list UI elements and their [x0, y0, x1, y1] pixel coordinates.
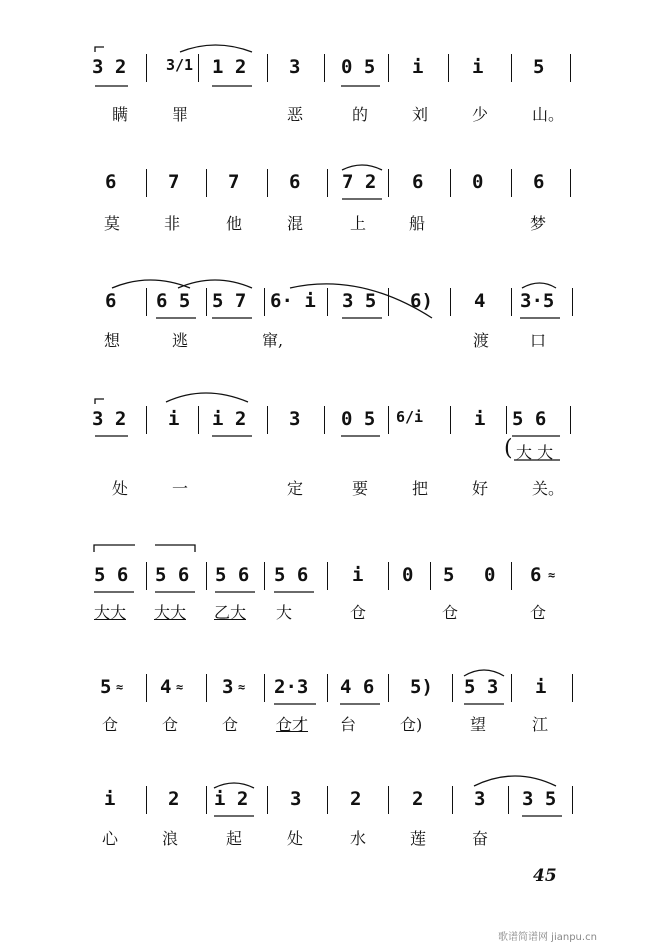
- bar-line: [324, 54, 325, 82]
- lyric: 处: [112, 479, 129, 498]
- bar-line: [511, 169, 512, 197]
- note: 3: [290, 788, 302, 810]
- lyric: 大大: [154, 603, 187, 622]
- percussion-text: 大 大: [516, 443, 554, 462]
- note: 4 6: [340, 676, 375, 698]
- lyrics-row: [0, 600, 661, 626]
- bar-line: [327, 288, 328, 316]
- lyric: 处: [287, 829, 304, 848]
- lyric: 江: [532, 715, 549, 734]
- note: 3: [474, 788, 486, 810]
- note: i 2: [214, 788, 249, 810]
- note: 3: [289, 56, 301, 78]
- note: 2: [350, 788, 362, 810]
- lyric: 莫: [104, 214, 121, 233]
- note: 1 2: [212, 56, 247, 78]
- percussion-row: [0, 436, 661, 466]
- note: 3: [222, 676, 234, 698]
- note: 5 6: [215, 564, 250, 586]
- bar-line: [267, 406, 268, 434]
- lyric: 一: [172, 479, 189, 498]
- note: 3 2: [92, 408, 127, 430]
- note: 0: [472, 171, 484, 193]
- lyrics-row: [0, 328, 661, 354]
- bar-line: [570, 169, 571, 197]
- note: 2: [412, 788, 424, 810]
- note: 6: [530, 564, 542, 586]
- bar-line: [267, 169, 268, 197]
- bar-line: [327, 169, 328, 197]
- note: i: [104, 788, 116, 810]
- tie-mark: [94, 545, 135, 552]
- note: 3 2: [92, 56, 127, 78]
- note: 7 2: [342, 171, 377, 193]
- note: 6): [410, 290, 433, 312]
- lyric: 船: [409, 214, 426, 233]
- lyric: 仓: [222, 715, 239, 734]
- tremolo-mark: ≈: [548, 568, 556, 582]
- lyric: 莲: [410, 829, 427, 848]
- notation-row: [0, 784, 661, 818]
- note: 6: [105, 171, 117, 193]
- note: 5 6: [274, 564, 309, 586]
- note: 3 5: [522, 788, 557, 810]
- lyric: 刘: [412, 105, 429, 124]
- lyric: 起: [226, 829, 243, 848]
- bar-line: [327, 786, 328, 814]
- bar-line: [327, 674, 328, 702]
- lyric: 窜,: [262, 331, 284, 350]
- bar-line: [450, 169, 451, 197]
- lyric: 仓: [442, 603, 459, 622]
- note: 3 5: [342, 290, 377, 312]
- bar-line: [146, 406, 147, 434]
- bar-line: [206, 562, 207, 590]
- watermark: 歌谱简谱网 jianpu.cn: [498, 932, 597, 943]
- note: 6 5: [156, 290, 191, 312]
- note: 5): [410, 676, 433, 698]
- lyric: 望: [470, 715, 487, 734]
- lyric: 仓: [350, 603, 367, 622]
- note: 3: [289, 408, 301, 430]
- slur-mark: [166, 393, 248, 402]
- tie-mark: [155, 545, 195, 552]
- bar-line: [511, 288, 512, 316]
- note: i: [535, 676, 547, 698]
- lyric: 仓才: [276, 715, 309, 734]
- lyric: 仓: [530, 603, 547, 622]
- bar-line: [146, 169, 147, 197]
- lyric: 心: [102, 829, 119, 848]
- bar-line: [146, 562, 147, 590]
- bar-line: [267, 54, 268, 82]
- lyric: 上: [350, 214, 367, 233]
- notation-row: [0, 286, 661, 320]
- note: 7: [168, 171, 180, 193]
- bar-line: [267, 786, 268, 814]
- bar-line: [324, 406, 325, 434]
- lyric: 把: [412, 479, 429, 498]
- lyric: 台: [340, 715, 357, 734]
- note: 6· i: [270, 290, 316, 312]
- lyric: 逃: [172, 331, 189, 350]
- bar-line: [450, 288, 451, 316]
- bar-line: [206, 674, 207, 702]
- lyric: 要: [352, 479, 369, 498]
- lyrics-row: [0, 826, 661, 852]
- lyric: 仓: [162, 715, 179, 734]
- slur-mark: [180, 45, 252, 52]
- bar-line: [511, 674, 512, 702]
- note: 5 3: [464, 676, 499, 698]
- bar-line: [388, 674, 389, 702]
- lyric: 想: [104, 331, 121, 350]
- note: i: [168, 408, 180, 430]
- note: 6: [412, 171, 424, 193]
- bar-line: [572, 288, 573, 316]
- lyrics-row: [0, 712, 661, 738]
- bar-line: [508, 786, 509, 814]
- note: 2: [168, 788, 180, 810]
- lyric: 恶: [287, 105, 304, 124]
- tremolo-mark: ≈: [116, 680, 124, 694]
- lyrics-row: [0, 102, 661, 128]
- note: 5 6: [512, 408, 547, 430]
- notation-row: [0, 560, 661, 594]
- lyric: 非: [164, 214, 181, 233]
- bar-line: [198, 54, 199, 82]
- bar-line: [388, 288, 389, 316]
- lyric: 少: [472, 105, 489, 124]
- note: 6: [105, 290, 117, 312]
- notation-row: [0, 52, 661, 86]
- note: 4: [160, 676, 172, 698]
- tremolo-mark: ≈: [238, 680, 246, 694]
- note: 7: [228, 171, 240, 193]
- bar-line: [206, 288, 207, 316]
- bar-line: [572, 674, 573, 702]
- note: i: [412, 56, 424, 78]
- bar-line: [450, 406, 451, 434]
- lyric: 水: [350, 829, 367, 848]
- note: 0 5: [341, 56, 376, 78]
- lyric: 好: [472, 479, 489, 498]
- bar-line: [146, 54, 147, 82]
- bar-line: [388, 169, 389, 197]
- notation-row: [0, 167, 661, 201]
- paren-open: (: [504, 436, 513, 461]
- bar-line: [511, 54, 512, 82]
- note: 6/i: [396, 408, 424, 426]
- bar-line: [430, 562, 431, 590]
- note: 0: [402, 564, 414, 586]
- note: i: [352, 564, 364, 586]
- bar-line: [388, 786, 389, 814]
- lyric: 口: [530, 331, 547, 350]
- note: 5 7: [212, 290, 247, 312]
- bar-line: [327, 562, 328, 590]
- lyric: 梦: [530, 214, 547, 233]
- note: 5 6: [155, 564, 190, 586]
- lyric: 浪: [162, 829, 179, 848]
- note: 5 6: [94, 564, 129, 586]
- lyric: 仓): [400, 715, 423, 734]
- lyrics-row: [0, 476, 661, 502]
- bar-line: [264, 288, 265, 316]
- lyric: 仓: [102, 715, 119, 734]
- bar-line: [570, 54, 571, 82]
- note: i: [472, 56, 484, 78]
- note: 2·3: [274, 676, 309, 698]
- lyric: 渡: [473, 331, 490, 350]
- lyric: 关。: [532, 479, 565, 498]
- bar-line: [198, 406, 199, 434]
- bar-line: [452, 786, 453, 814]
- bar-line: [511, 562, 512, 590]
- note: i 2: [212, 408, 247, 430]
- note: 5: [100, 676, 112, 698]
- note: 5: [443, 564, 455, 586]
- lyric: 奋: [472, 829, 489, 848]
- bar-line: [388, 54, 389, 82]
- bar-line: [146, 674, 147, 702]
- lyric: 罪: [172, 105, 189, 124]
- bar-line: [264, 674, 265, 702]
- notation-row: [0, 672, 661, 706]
- note: 3·5: [520, 290, 555, 312]
- note: 4: [474, 290, 486, 312]
- note: 6: [533, 171, 545, 193]
- note: 5: [533, 56, 545, 78]
- lyric: 的: [352, 105, 369, 124]
- bar-line: [506, 406, 507, 434]
- note: 0 5: [341, 408, 376, 430]
- note: 0: [484, 564, 496, 586]
- bar-line: [448, 54, 449, 82]
- lyrics-row: [0, 211, 661, 237]
- note: 3/1: [166, 56, 194, 74]
- bar-line: [388, 562, 389, 590]
- bar-line: [146, 786, 147, 814]
- bar-line: [264, 562, 265, 590]
- bar-line: [572, 786, 573, 814]
- note: 6: [289, 171, 301, 193]
- bar-line: [206, 169, 207, 197]
- lyric: 乙大: [214, 603, 247, 622]
- lyric: 大大: [94, 603, 127, 622]
- bar-line: [452, 674, 453, 702]
- note: i: [474, 408, 486, 430]
- lyric: 山。: [532, 105, 565, 124]
- notation-row: [0, 404, 661, 438]
- bar-line: [146, 288, 147, 316]
- lyric: 他: [226, 214, 243, 233]
- lyric: 大: [276, 603, 293, 622]
- lyric: 定: [287, 479, 304, 498]
- bar-line: [206, 786, 207, 814]
- lyric: 瞒: [112, 105, 129, 124]
- bar-line: [570, 406, 571, 434]
- bar-line: [388, 406, 389, 434]
- lyric: 混: [287, 214, 304, 233]
- page-number: 45: [533, 866, 557, 886]
- tremolo-mark: ≈: [176, 680, 184, 694]
